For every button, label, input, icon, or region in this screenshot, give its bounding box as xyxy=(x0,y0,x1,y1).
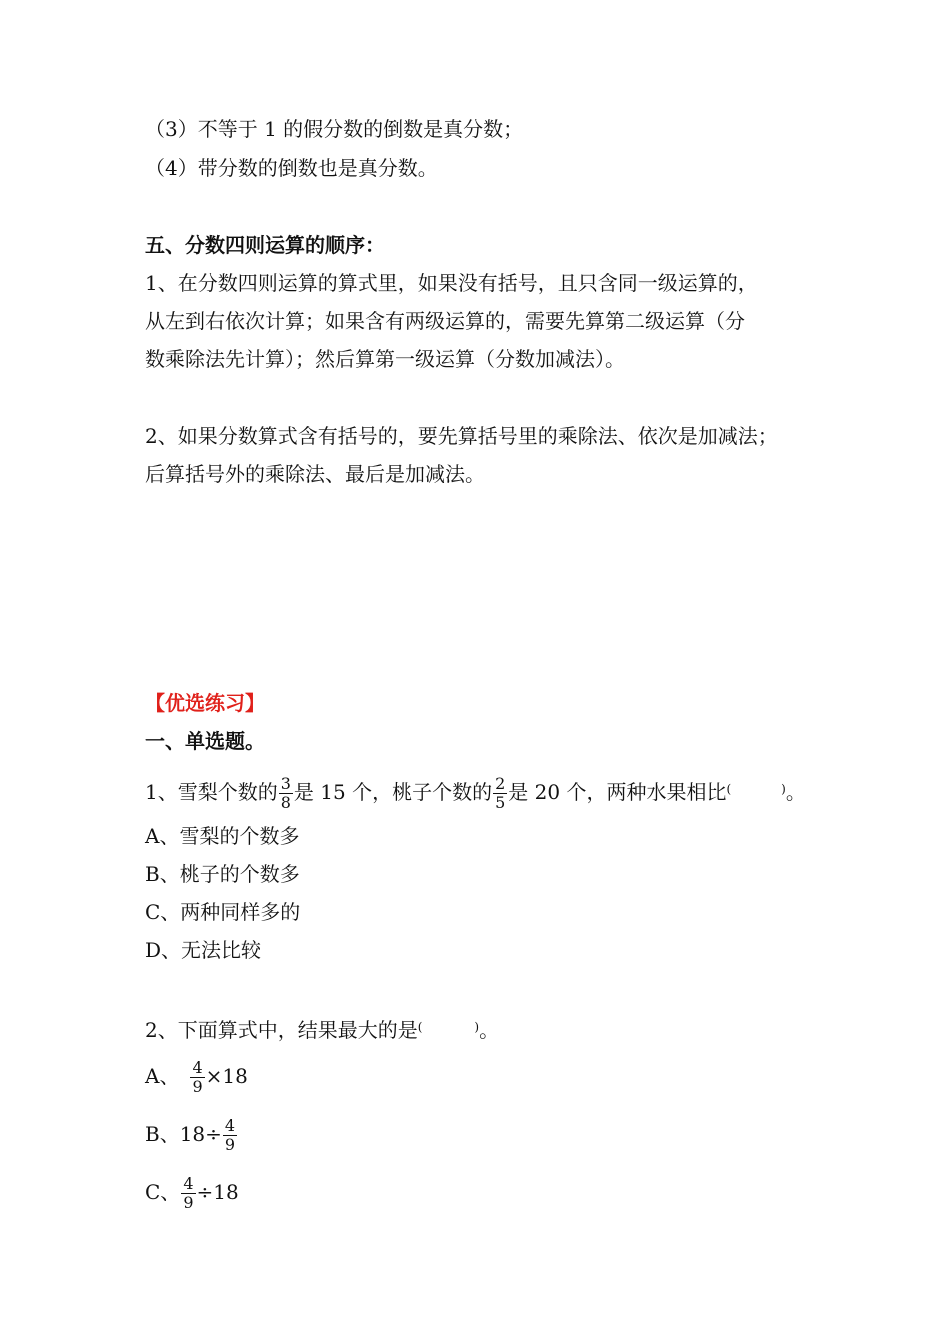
q1-fraction-2-denominator: 5 xyxy=(495,793,506,812)
q2-option-c-denominator: 9 xyxy=(183,1193,194,1212)
q2-stem: 2、下面算式中，结果最大的是 xyxy=(145,1018,418,1042)
q2-option-b[interactable] xyxy=(145,1112,238,1156)
q1-option-a[interactable]: A、雪梨的个数多 xyxy=(145,824,300,848)
q2-option-b-fraction xyxy=(223,1118,237,1153)
q2-paren-close: ) xyxy=(474,1020,480,1034)
section-5-para-1-line-3: 数乘除法先计算）；然后算第一级运算（分数加减法）。 xyxy=(145,347,625,371)
q1-fraction-1-denominator: 8 xyxy=(280,793,291,812)
q1-option-c[interactable]: C、两种同样多的 xyxy=(145,900,301,924)
q1-middle-1: 是 15 个，桃子个数的 xyxy=(293,780,493,804)
q2-option-a-fraction xyxy=(190,1060,204,1095)
q2-option-c-fraction xyxy=(181,1176,195,1211)
q1-end: 。 xyxy=(785,780,806,804)
q2-option-b-denominator: 9 xyxy=(224,1135,236,1154)
q2-option-c-numerator: 4 xyxy=(183,1174,194,1193)
q1-paren-open: ( xyxy=(726,782,732,796)
q2-option-c-label: C、 xyxy=(145,1180,181,1204)
q2-end: 。 xyxy=(479,1018,500,1042)
q2-paren-open: ( xyxy=(417,1020,423,1034)
q2-option-c-rest: ÷18 xyxy=(196,1180,239,1204)
section-5-para-2-line-2: 后算括号外的乘除法、最后是加减法。 xyxy=(145,462,485,486)
q2-option-a-denominator: 9 xyxy=(192,1077,203,1096)
q2-option-b-label: B、18÷ xyxy=(145,1122,222,1146)
section-5-para-1-line-1: 1、在分数四则运算的算式里，如果没有括号，且只含同一级运算的， xyxy=(145,271,758,295)
q2-option-a-numerator: 4 xyxy=(192,1058,203,1077)
q2-option-a-rest: ×18 xyxy=(205,1064,248,1088)
item-4: （4）带分数的倒数也是真分数。 xyxy=(145,156,438,180)
q1-fraction-1 xyxy=(279,776,293,811)
section-5-para-1-line-2: 从左到右依次计算；如果含有两级运算的，需要先算第二级运算（分 xyxy=(145,309,745,333)
q1-option-d[interactable]: D、无法比较 xyxy=(145,938,262,962)
q1-prefix: 1、雪梨个数的 xyxy=(145,780,278,804)
q2-option-b-numerator: 4 xyxy=(224,1116,236,1135)
q1-paren-close: ) xyxy=(781,782,786,796)
q1-fraction-2-numerator: 2 xyxy=(495,774,506,793)
section-5-title: 五、分数四则运算的顺序： xyxy=(145,233,385,257)
q1-fraction-2 xyxy=(493,776,507,811)
q2-option-c[interactable] xyxy=(145,1170,239,1214)
q2-option-a-label: A、 xyxy=(145,1064,180,1088)
question-1 xyxy=(145,767,806,814)
item-3: （3）不等于 1 的假分数的倒数是真分数； xyxy=(145,117,524,141)
practice-header: 【优选练习】 xyxy=(145,691,265,715)
single-choice-title: 一、单选题。 xyxy=(145,729,265,753)
section-5-para-2-line-1: 2、如果分数算式含有括号的，要先算括号里的乘除法、依次是加减法； xyxy=(145,424,778,448)
q1-fraction-1-numerator: 3 xyxy=(280,774,291,793)
q1-middle-2: 是 20 个，两种水果相比 xyxy=(508,780,727,804)
q2-option-a[interactable] xyxy=(145,1054,248,1098)
question-2 xyxy=(145,1015,499,1042)
q1-option-b[interactable]: B、桃子的个数多 xyxy=(145,862,300,886)
